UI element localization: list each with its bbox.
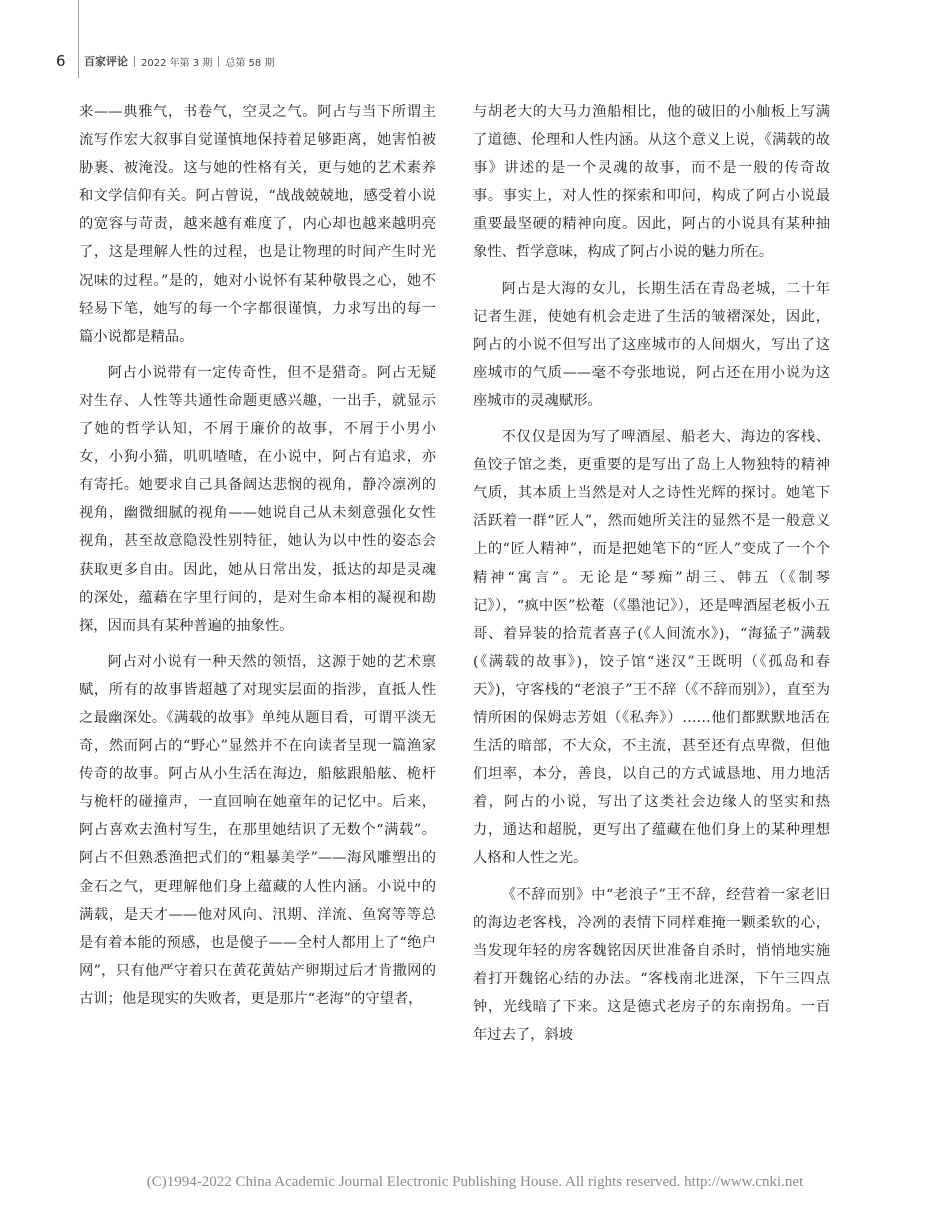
- paragraph: 不仅仅是因为写了啤酒屋、船老大、海边的客栈、鱼饺子馆之类，更重要的是写出了岛上人物独特的精神气质，其本质上当然是对人之诗性光辉的探讨。她笔下活跃着一群“匠人”，然而她所关注的显然不是一般意义上的“匠人精神”，而是把她笔下的“匠人”变成了一个个精神“寓言”。无论是“琴痴”胡三、韩五（《制琴记》），“疯中医”松菴（《墨池记》），还是啤酒屋老板小五哥、着异装的拾荒者喜子(《人间流水》)，“海猛子”满载(《满载的故事》)，饺子馆“迷汉”王既明（《孤岛和春天》)，守客栈的“老浪子”王不辞（《不辞而别》），直至为情所困的保姆志芳姐（《私奔》）……他们都默默地活在生活的暗部，不大众，不主流，甚至还有点卑微，但他们坦率，本分，善良，以自己的方式诚恳地、用力地活着，阿占的小说，写出了这类社会边缘人的坚实和热力，通达和超脱，更写出了蕴藏在他们身上的某种理想人格和人性之光。: [473, 429, 830, 867]
- paragraph: 来——典雅气，书卷气，空灵之气。阿占与当下所谓主流写作宏大叙事自觉谨慎地保持着足够距离，她害怕被胁裹、被淹没。这与她的性格有关，更与她的艺术素养和文学信仰有关。阿占曾说，“战战兢兢地，感受着小说的宽容与苛责，越来越有难度了，内心却也越来越明亮了，这是理解人性的过程，也是让物理的时间产生时光况味的过程。”是的，她对小说怀有某种敬畏之心，她不轻易下笔，她写的每一个字都很谨慎，力求写出的每一篇小说都是精品。: [79, 104, 436, 345]
- left-column: [79, 98, 436, 1164]
- header-divider: [218, 56, 219, 67]
- copyright-footer: (C)1994-2022 China Academic Journal Electronic Publishing House. All rights reserved. http://www.cnki.net: [146, 1174, 804, 1190]
- paragraph: 《不辞而别》中“老浪子”王不辞，经营着一家老旧的海边老客栈，冷冽的表情下同样难掩一颗柔软的心，当发现年轻的房客魏铭因厌世准备自杀时，悄悄地实施着打开魏铭心结的办法。“客栈南北进深，下午三四点钟，光线暗了下来。这是德式老房子的东南拐角。一百年过去了，斜坡: [473, 886, 830, 1043]
- total-issue-label: 总第 58 期: [225, 57, 275, 69]
- issue-label: 2022 年第 3 期: [141, 57, 213, 69]
- page-number: 6: [56, 52, 66, 70]
- paragraph: 阿占是大海的女儿，长期生活在青岛老城，二十年记者生涯，使她有机会走进了生活的皱褶深处，因此，阿占的小说不但写出了这座城市的人间烟火，写出了这座城市的气质——毫不夸张地说，阿占还在用小说为这座城市的灵魂赋形。: [473, 280, 830, 409]
- paragraph: 与胡老大的大马力渔船相比，他的破旧的小舢板上写满了道德、伦理和人性内涵。从这个意义上说，《满载的故事》讲述的是一个灵魂的故事，而不是一般的传奇故事。事实上，对人性的探索和叩问，构成了阿占小说最重要最坚硬的精神向度。因此，阿占的小说具有某种抽象性、哲学意味，构成了阿占小说的魅力所在。: [473, 104, 830, 261]
- right-column: [473, 98, 830, 1164]
- header-divider: [134, 56, 135, 67]
- journal-name: 百家评论: [84, 55, 128, 68]
- running-header: [56, 52, 274, 70]
- paragraph: 阿占小说带有一定传奇性，但不是猎奇。阿占无疑对生存、人性等共通性命题更感兴趣，一出手，就显示了她的哲学认知，不屑于廉价的故事，不屑于小男小女，小狗小猫，叽叽喳喳，在小说中，阿占有追求，亦有寄托。她要求自己具备阔达悲悯的视角，静冷凛冽的视角，幽微细腻的视角——她说自己从未刻意强化女性视角，甚至故意隐没性别特征，她认为以中性的姿态会获取更多自由。因此，她从日常出发，抵达的却是灵魂的深处，蕴藉在字里行间的，是对生命本相的凝视和勘探，因而具有某种普遍的抽象性。: [79, 364, 436, 634]
- paragraph: 阿占对小说有一种天然的领悟，这源于她的艺术禀赋，所有的故事皆超越了对现实层面的指涉，直抵人性之最幽深处。《满载的故事》单纯从题目看，可谓平淡无奇，然而阿占的“野心”显然并不在向读者呈现一篇渔家传奇的故事。阿占从小生活在海边，船舷跟船舷、桅杆与桅杆的碰撞声，一直回响在她童年的记忆中。后来，阿占喜欢去渔村写生，在那里她结识了无数个“满载”。阿占不但熟悉渔把式们的“粗暴美学”——海风雕塑出的金石之气，更理解他们身上蕴藏的人性内涵。小说中的满载，是天才——他对风向、汛期、洋流、鱼窝等等总是有着本能的预感，也是傻子——全村人都用上了“绝户网”，只有他严守着只在黄花黄姑产卵期过后才肯撒网的古训；他是现实的失败者，更是那片“老海”的守望者，: [79, 653, 436, 1007]
